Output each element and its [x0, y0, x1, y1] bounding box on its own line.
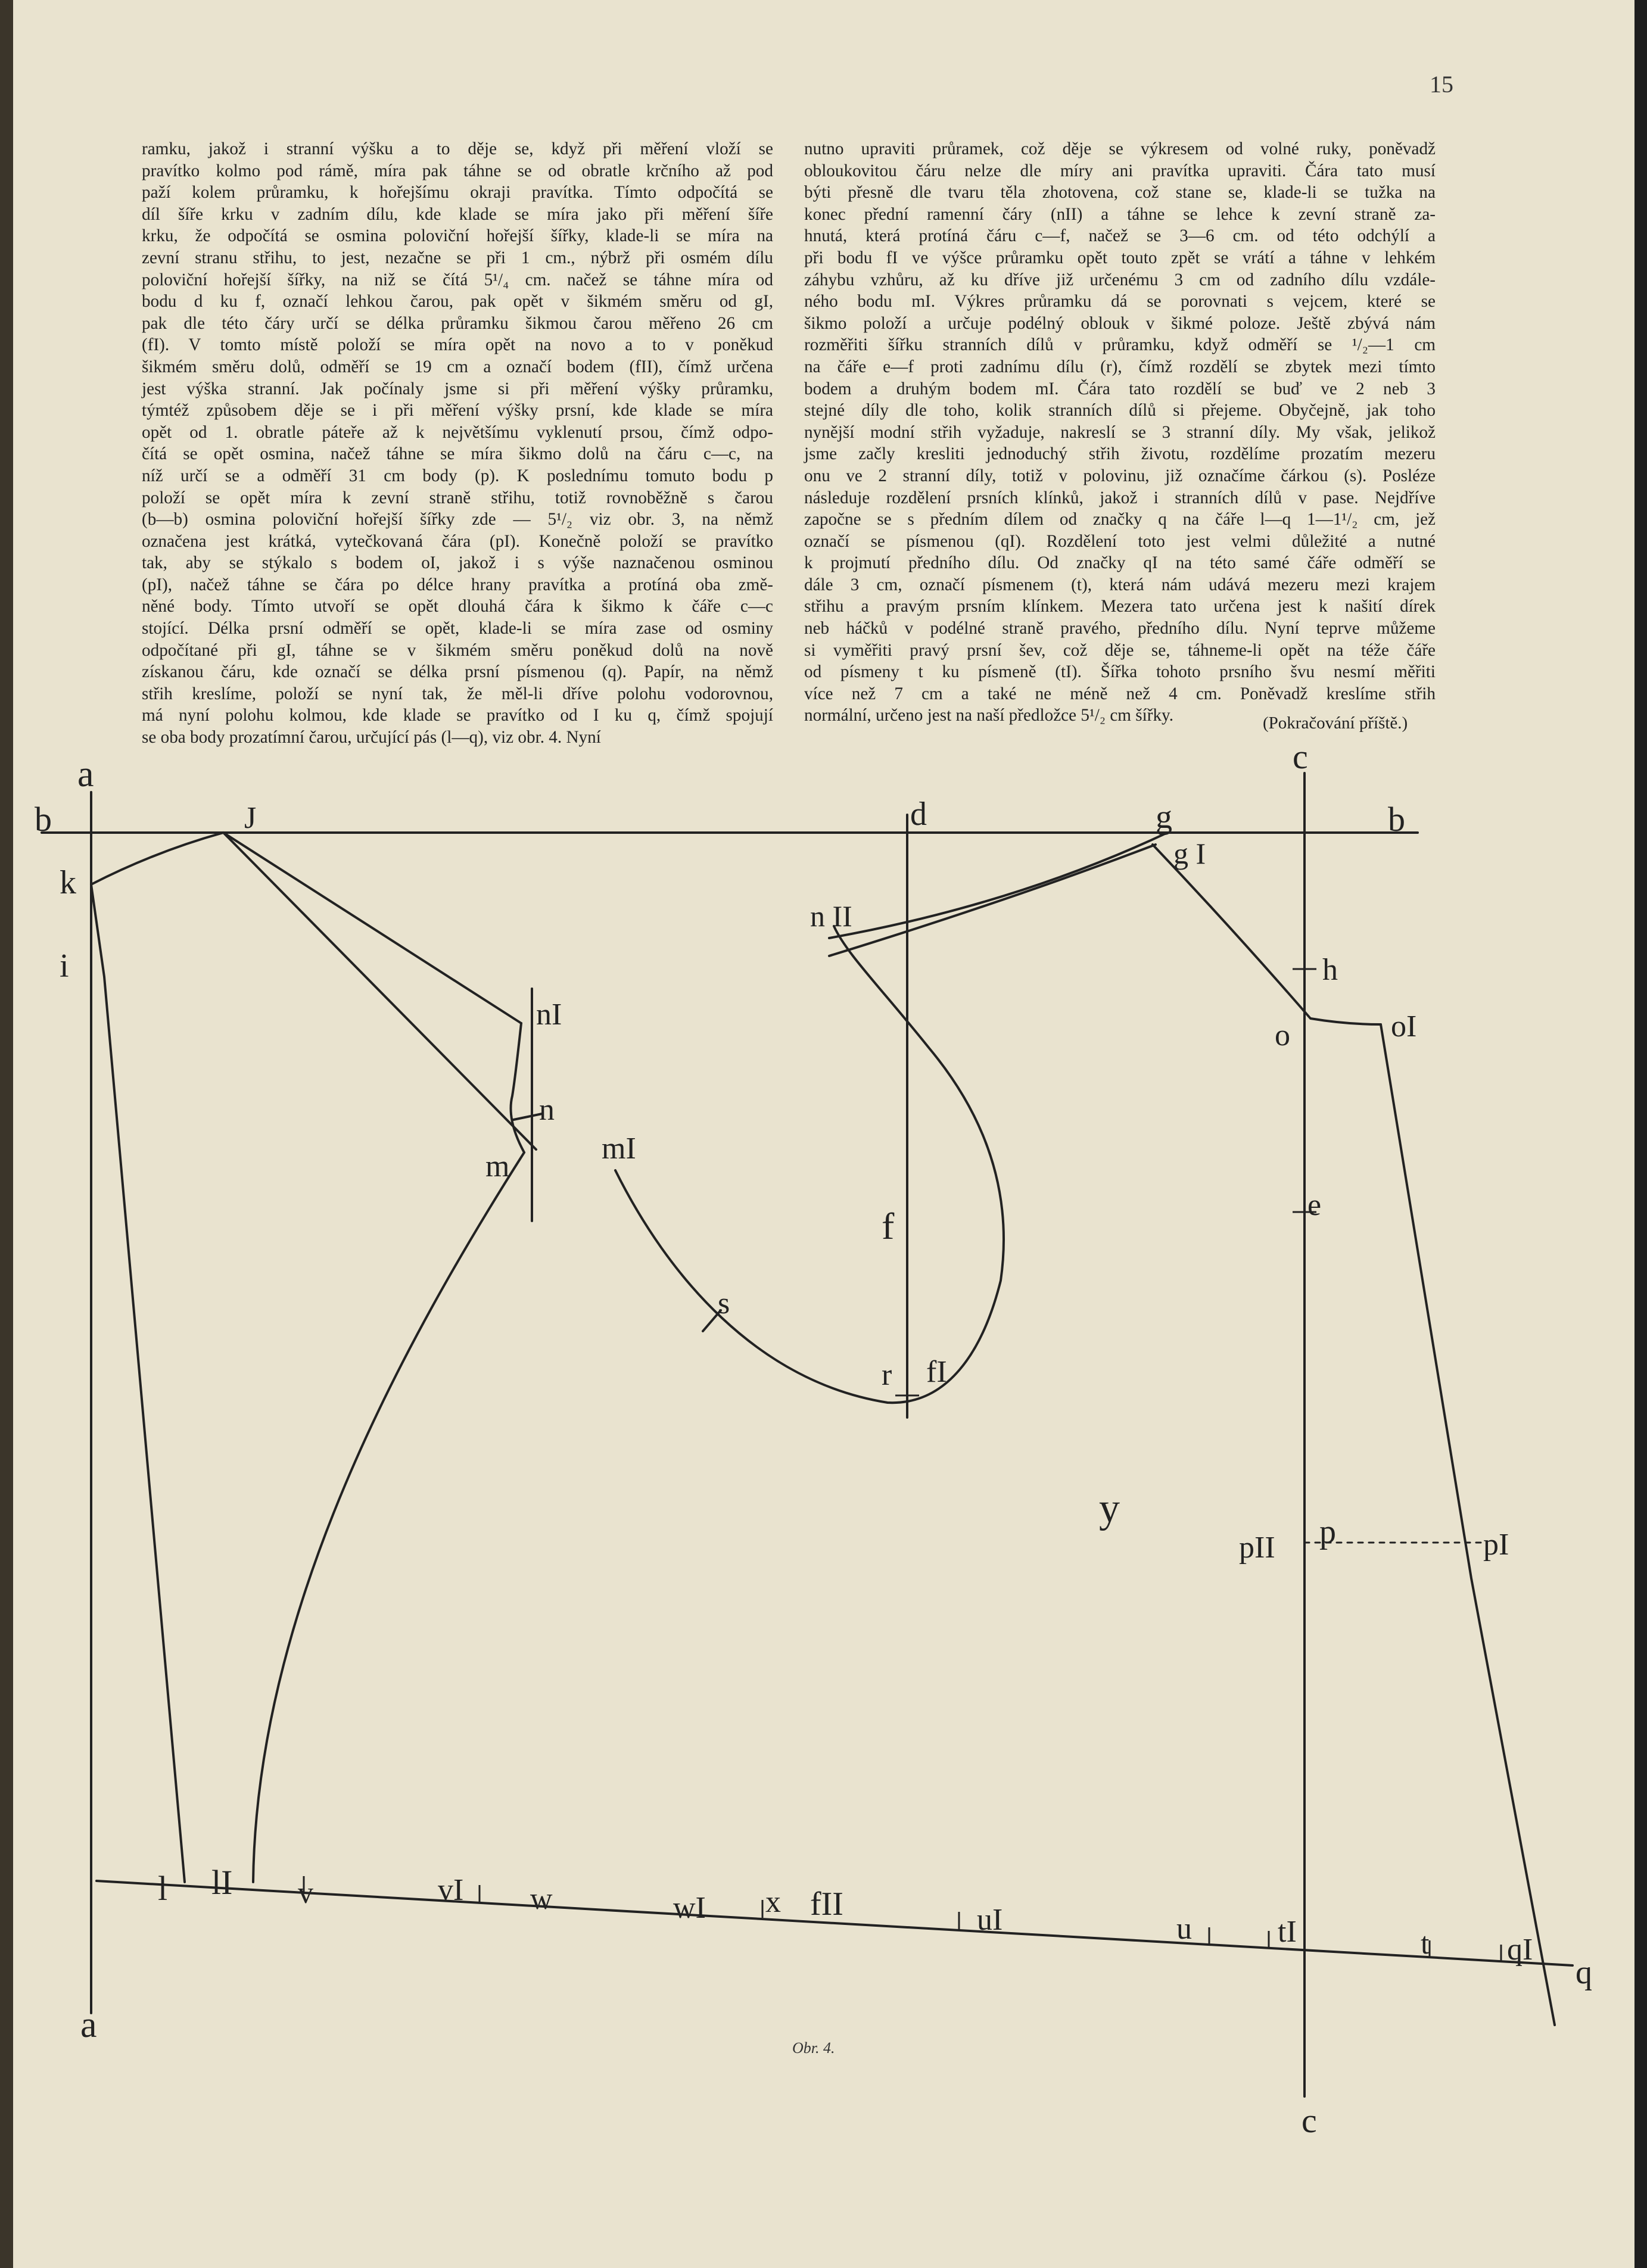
text-line: býti přesně dle tvaru těla zhotovena, což stane se, klade-li se tužka na: [804, 183, 1436, 202]
text-line: ramku, jakož i stranní výšku a to děje se, když při měření vloží se: [142, 139, 773, 158]
text-line: označí se písmenou (qI). Rozdělení toto jest velmi důležité a nutné: [804, 531, 1436, 551]
label-gI: g I: [1173, 837, 1206, 870]
text-line: odpočítané při gI, táhne se v šikmém směru poněkud dolů na nově: [142, 640, 773, 660]
text-line: na čáře e—f proti zadnímu dílu (r), čímž rozdělí se zbytek mezi tímto: [804, 357, 1436, 376]
text-line: nutno upraviti průramek, což děje se výkresem od volné ruky, poněvadž: [804, 139, 1436, 158]
label-b-right: b: [1388, 800, 1405, 839]
text-line: normální, určeno jest na naší předložce 5¹/₂ cm šířky.: [804, 706, 1174, 725]
label-fI: fI: [926, 1355, 947, 1389]
text-line: nynější modní střih vyžaduje, nakreslí se 3 stranní díly. My však, jelikož: [804, 422, 1436, 442]
label-w: w: [530, 1882, 553, 1916]
text-line: ného bodu mI. Výkres průramku dá se porovnati s vejcem, které se: [804, 292, 1436, 311]
back-side-seam: [253, 1152, 524, 1882]
text-line: onu ve 2 stranní díly, totiž v polovinu, již označíme čárkou (s). Posléze: [804, 466, 1436, 485]
label-r: r: [882, 1358, 892, 1392]
label-n: n: [539, 1093, 555, 1127]
text-line: položí se opět míra k zevní straně střihu, totiž rovnoběžně s čarou: [142, 488, 773, 507]
text-line: týmtéž způsobem děje se i při měření výšky prsní, kde klade se míra: [142, 401, 773, 420]
back-outer-edge: [91, 884, 185, 1882]
label-i: i: [60, 948, 69, 985]
figure-caption: Obr. 4.: [792, 2039, 835, 2057]
label-v: v: [298, 1876, 313, 1910]
label-c-bottom: c: [1302, 2101, 1317, 2140]
label-lI: lI: [211, 1863, 233, 1902]
label-nI: nI: [536, 998, 562, 1032]
label-mI: mI: [602, 1132, 636, 1166]
text-line: získanou čáru, kde označí se délka prsní písmenou (q). Papír, na němž: [142, 662, 773, 682]
text-line: k projmutí předního dílu. Od značky qI na této samé čáře odměří se: [804, 553, 1436, 573]
text-line: šikmém směru dolů, odměří se 19 cm a označí bodem (fII), čímž určena: [142, 357, 773, 376]
front-neck-curve: [1153, 845, 1381, 1024]
label-uI: uI: [977, 1903, 1003, 1937]
label-a-bottom: a: [80, 2005, 97, 2045]
text-line: poloviční hořejší šířky, na niž se čítá 5¹/₄ cm. načež se táhne míra od: [142, 270, 773, 289]
text-line: (fI). V tomto místě položí se míra opět na novo a to v poněkud: [142, 335, 773, 355]
text-line: pak dle této čáry určí se délka průramku šikmou čarou měřeno 26 cm: [142, 313, 773, 333]
text-line: následuje rozdělení prsních klínků, jakož i stranních dílů v pase. Nejdříve: [804, 488, 1436, 507]
text-line: bodu d ku f, označí lehkou čarou, pak opět v šikmém směru od gI,: [142, 292, 773, 311]
page-number: 15: [1430, 71, 1453, 98]
label-o: o: [1275, 1018, 1290, 1052]
text-line: (b—b) osmina poloviční hořejší šířky zde — 5¹/₂ viz obr. 3, na němž: [142, 510, 773, 529]
label-d: d: [910, 796, 927, 833]
text-line: stojící. Délka prsní odměří se opět, klade-li se míra zase od osminy: [142, 619, 773, 638]
text-line: níž určí se a odměří 31 cm body (p). K poslednímu tomuto bodu p: [142, 466, 773, 485]
text-line: označena jest krátká, vytečkovaná čára (pI). Konečně položí se pravítko: [142, 531, 773, 551]
label-e: e: [1307, 1188, 1322, 1222]
text-line: jest výška stranní. Jak počínaly jsme si při měření výšky průramku,: [142, 379, 773, 398]
label-vI: vI: [438, 1873, 464, 1907]
text-line: obloukovitou čáru nelze dle míry ani pravítka upraviti. Čára tato musí: [804, 161, 1436, 180]
text-line: paží kolem průramku, k hořejšímu okraji pravítka. Tímto odpočítá se: [142, 183, 773, 202]
n-tick: [513, 1114, 542, 1120]
label-J: J: [244, 801, 257, 835]
text-line: pravítko kolmo pod rámě, míra pak táhne se od obratle krčního až pod: [142, 161, 773, 180]
text-line: střihu a pravým prsním klínkem. Mezera tato určena jest k našití dírek: [804, 597, 1436, 616]
text-line: od písmeny t ku písmeně (tI). Šířka tohoto prsního švu nesmí měřiti: [804, 662, 1436, 682]
text-line: započne se s předním dílem od značky q na čáře l—q 1—1¹/₂ cm, jež: [804, 510, 1436, 529]
text-line: něné body. Tímto utvoří se opět dlouhá čára k šikmo k čáře c—c: [142, 597, 773, 616]
text-line: neb háčků v podélné straně pravého, předního dílu. Nyní teprve můžeme: [804, 619, 1436, 638]
text-line: střih kreslíme, položí se nyní tak, že měl-li dříve polohu vodorovnou,: [142, 684, 773, 703]
label-nII: n II: [810, 899, 852, 933]
label-pI: pI: [1483, 1528, 1509, 1562]
text-line: šikmo položí a určuje podélný oblouk v šikmé poloze. Ještě zbývá nám: [804, 313, 1436, 333]
label-qI: qI: [1507, 1933, 1533, 1967]
text-line: se oba body prozatímní čarou, určující pás (l—q), viz obr. 4. Nyní: [142, 728, 601, 747]
text-line: stejné díly dle toho, kolik stranních dílů si přejeme. Obyčejně, jak toho: [804, 401, 1436, 420]
text-line: má nyní polohu kolmou, kde klade se pravítko od I ku q, čímž spojují: [142, 706, 773, 725]
side-armhole-curve: [615, 926, 1004, 1403]
text-line: tak, aby se stýkalo s bodem oI, jakož i s výše naznačenou osminou: [142, 553, 773, 573]
front-shoulder-upper: [829, 833, 1167, 938]
text-line: bodem a druhým bodem mI. Čára tato rozdělí se buď ve 2 neb 3: [804, 379, 1436, 398]
label-fII: fII: [810, 1886, 843, 1923]
label-l: l: [158, 1869, 168, 1908]
label-y: y: [1099, 1485, 1120, 1531]
label-oI: oI: [1391, 1010, 1417, 1043]
label-g: g: [1156, 799, 1172, 836]
text-line: zevní stranu střihu, to jest, nezačne se při 1 cm., nýbrž při osmém dílu: [142, 248, 773, 267]
label-s: s: [718, 1286, 730, 1320]
label-m: m: [485, 1149, 510, 1183]
continued-note: (Pokračování příště.): [1263, 714, 1408, 733]
text-line: si vyměřiti pravý prsní šev, což děje se, táhneme-li opět na téže čáře: [804, 640, 1436, 660]
label-wI: wI: [673, 1891, 706, 1925]
text-line: záhybu vzhůru, až ku dříve již určenému 3 cm od zadního dílu vzdále-: [804, 270, 1436, 289]
text-line: čítá se opět osmina, načež táhne se míra šikmo dolů na čáru c—c, na: [142, 444, 773, 464]
label-b-left: b: [35, 800, 52, 839]
label-u: u: [1176, 1912, 1192, 1946]
label-c-top: c: [1293, 737, 1308, 776]
back-guide-to-m: [223, 833, 536, 1149]
label-p: p: [1319, 1513, 1336, 1550]
text-line: dále 3 cm, označí písmenem (t), která nám udává mezeru mezi krajem: [804, 575, 1436, 594]
back-shoulder-seam: [223, 833, 521, 1023]
text-line: konec přední ramenní čáry (nII) a táhne se lehce k zevní straně za-: [804, 204, 1436, 224]
label-f: f: [882, 1205, 895, 1247]
label-a-top: a: [77, 754, 94, 795]
label-h: h: [1322, 953, 1338, 987]
label-q: q: [1576, 1954, 1592, 1991]
text-line: při bodu fI ve výšce průramku opět touto zpět se vrátí a táhne v lehkém: [804, 248, 1436, 267]
back-armhole: [511, 1023, 525, 1152]
back-neck-curve: [91, 833, 223, 884]
text-line: krku, že odpočítá se osmina poloviční hořejší šířky, klade-li se míra na: [142, 226, 773, 246]
text-line: (pI), načež táhne se čára po délce hrany pravítka a protíná oba změ-: [142, 575, 773, 594]
text-line: rozměřiti šířku stranních dílů v průramku, když odměří se ¹/₂—1 cm: [804, 335, 1436, 355]
text-line: hnutá, která protíná čáru c—f, načež se 3—6 cm. od této odchýlí a: [804, 226, 1436, 246]
text-line: díl šíře krku v zadním dílu, kde klade se míra jako při měření šíře: [142, 204, 773, 224]
label-tI: tI: [1278, 1915, 1297, 1949]
text-line: opět od 1. obratle páteře až k největšímu vyklenutí prsou, čímž odpo-: [142, 422, 773, 442]
label-k: k: [60, 864, 76, 901]
label-pII: pII: [1239, 1531, 1275, 1565]
text-line: více než 7 cm a také ne méně než 4 cm. Poněvadž kreslíme střih: [804, 684, 1436, 703]
front-outer-edge: [1381, 1024, 1555, 2025]
label-x: x: [765, 1885, 781, 1919]
text-line: jsme začly kresliti jednoduchý střih životu, rozdělíme prozatím mezeru: [804, 444, 1436, 464]
label-t: t: [1421, 1927, 1430, 1961]
